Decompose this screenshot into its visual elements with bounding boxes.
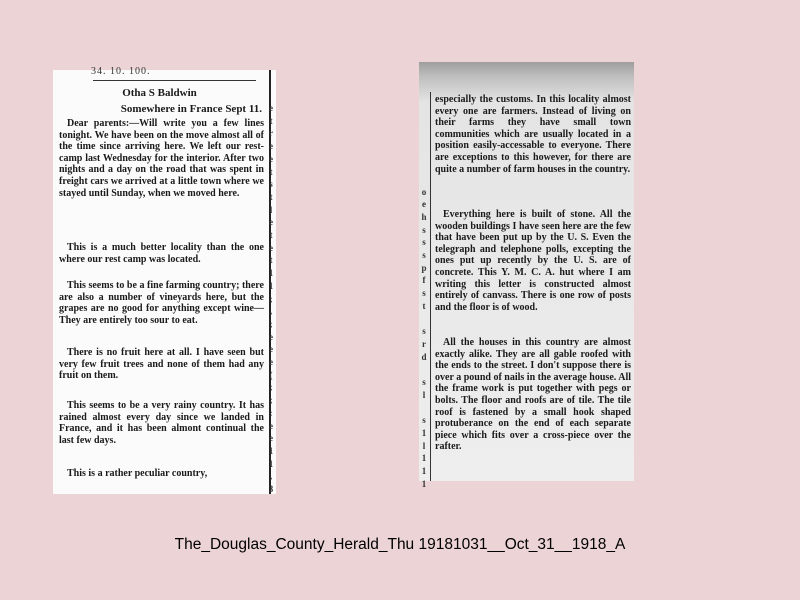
article-paragraph: This seems to be a very rainy country. It has rained almost every day since we landed in France, and it has been almont continual the last few days.	[59, 400, 264, 446]
left-clipping-image	[53, 66, 276, 495]
adjacent-column-edge: o e h s s s p f s t s r d s l s 1 l 1 1 1	[421, 186, 427, 489]
top-rule	[93, 80, 256, 81]
article-paragraph: This is a rather peculiar country,	[67, 468, 208, 479]
image-caption: The_Douglas_County_Herald_Thu 19181031__Oct_31__1918_A	[174, 536, 626, 553]
masthead-fragment: 34. 10. 100.	[91, 66, 151, 77]
article-paragraph: Everything here is built of stone. All the wooden buildings I have seen here are the few that have been put up by the U. S. Even the telegraph and telephone polls, excepting the ones put up recently by the U. S. are of concrete. This Y. M. C. A. hut where I am writing this letter is constructed almost entirely of canvass. There is one row of posts and the floor is of wood.	[435, 209, 631, 313]
article-paragraph: There is no fruit here at all. I have seen but very few fruit trees and none of them had any fruit on them.	[59, 347, 264, 382]
article-headline: Otha S Baldwin	[122, 87, 197, 99]
article-paragraph: This is a much better locality than the one where our rest camp was located.	[59, 242, 264, 265]
column-divider	[430, 92, 431, 481]
adjacent-column-edge: e t r e e t s t l e t e t 1 1 ; , ; e e e ( ; ; : e e 1 1 , 3	[268, 103, 274, 495]
article-paragraph: This seems to be a fine farming country; there are also a number of vineyards here, but the grapes are no good for anything except wine—They are entirely too sour to eat.	[59, 280, 264, 326]
article-paragraph: Dear parents:—Will write you a few lines tonight. We have been on the move almost all of the time since arriving here. We left our rest-camp last Wednesday for the interior. After two nights and a day on the road that was spent in freight cars we arrived at a little town where we stayed until Sunday, when we moved here.	[59, 118, 264, 199]
article-paragraph: especially the customs. In this locality almost every one are farmers. Instead of living on their farms they have small town communities which are usually located in a position easily-accessable to everyone. There are exceptions to this however, for there are quite a number of farm houses in the country.	[435, 94, 631, 175]
article-dateline: Somewhere in France Sept 11.	[120, 103, 262, 115]
right-clipping-image	[419, 62, 634, 489]
article-paragraph: All the houses in this country are almost exactly alike. They are all gable roofed with the ends to the street. I don't suppose there is over a pound of nails in the average house. All the frame work is put together with pegs or bolts. The floor and roofs are of tile. The tile roof is fastened by a small hook shaped protuberance on the end of each separate piece which fits over a cross-piece over the rafter.	[435, 337, 631, 453]
